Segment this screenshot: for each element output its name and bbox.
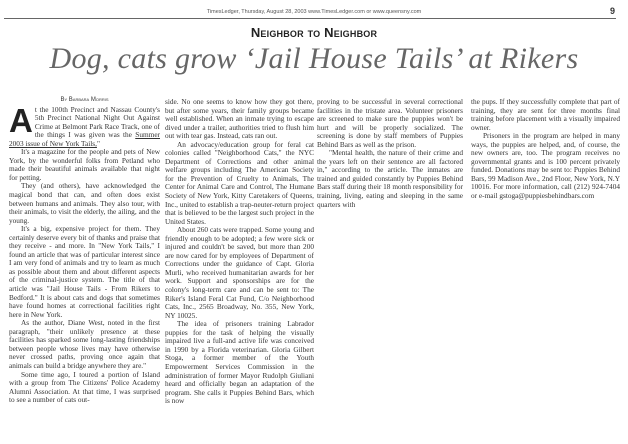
paragraph: An advocacy/education group for feral cat colonies called "Neighborhood Cats," the NYC Department of Corrections and other animal welfare groups including The American Society for the Prevention of Cruelty to Animals, The Center for Animal Care and Control, The Humane Society of New York, Kitty Caretakers of Queens, Inc., united to establish a trap-neuter-return project that is believed to be the largest such project in the United States. [165,139,314,226]
paragraph: "Mental health, the nature of their crime and the years left on their sentence are all factored in," according to the article. The inmates are trained and guided constantly by Puppies Behind Bars staff during their 18 month responsibility for training, living, eating and sleeping in the same quarters with [317,148,463,209]
paragraph: The idea of prisoners training Labrador puppies for the task of helping the visually impaired live a full-and active life was conceived in 1990 by a Florida veterinarian. Gloria Gilbert Stoga, a former member of the Youth Empowerment Services Commission in the administration of former Mayor Rudolph Giuliani heard and officially began an adaptation of the program. She calls it Puppies Behind Bars, which is now [165,319,314,406]
header-rule [4,18,616,19]
column-1 [9,96,160,405]
paragraph: the pups. If they successfully complete that part of training, they are sent for three months final training before placement with a visually impaired owner. [471,97,620,132]
lead-text: t the 100th Precinct and Nassau County's 5th Precinct National Night Out Against Crime at Belmont Park Race Track, one of the things I was given was the [34,104,160,140]
byline: By Barbara Morris [60,97,109,103]
section-kicker: Neighbor to Neighbor [250,25,378,40]
lead-paragraph [9,101,160,149]
lead-text-end: " [96,138,100,148]
paragraph: They (and others), have acknowledged the magical bond that can, and often does exist between humans and animals. They also tour, with their animals, to visit the elderly, the ailing, and the young. [9,181,160,225]
headline: Dog, cats grow ‘Jail House Tails’ at Rikers [49,42,579,75]
page-number: 9 [610,6,616,16]
paragraph: It's a big, expensive project for them. They certainly deserve every bit of thanks and praise that they receive - and more. In "New York Tails," I found an article that was of particular interest since I am very fond of animals and try to learn as much as possible about them and about different aspects of the criminal-justice system. The title of that article was "Jail House Tails - From Rikers to Bedford." It is about cats and dogs that sometimes have found homes at correctional facilities right here in New York. [9,224,160,319]
column-2 [165,98,314,406]
paragraph: Prisoners in the program are helped in many ways, the puppies are helped, and, of course, the new owners are, too. The program receives no governmental grants and is 100 percent privately funded. Donations may be sent to: Puppies Behind Bars, 99 Madison Ave., 2nd Floor, New York, N.Y 10016. For more information, call (212) 924-7404 or e-mail gstoga@puppiesbehindbars.com [471,131,620,201]
paragraph: About 260 cats were trapped. Some young and friendly enough to be adopted; a few were sick or injured and couldn't be saved, but more than 200 are now cared for by employees of Department of Corrections under the guidance of Capt. Gloria Murli, who received humanitarian awards for her work. Support and sponsorships are for the colony's long-term care and can be sent to: The Riker's Island Feral Cat Fund, C/o Neighborhood Cats, Inc., 2565 Broadway, No. 355, New York, NY 10025. [165,225,314,320]
paragraph: side. No one seems to know how they got there, but after some years, their family groups became well established. When an inmate trying to escape dived under a trailer, authorities tried to flush him out with tear gas. Instead, cats ran out. [165,97,314,141]
paragraph: Some time ago, I toured a portion of Island with a group from The Citizens' Police Academy Alumni Association. At that time, I was surprised to see a number of cats out- [9,369,160,405]
column-4 [471,98,620,201]
magazine-title: Summer 2003 issue of New York Tails, [9,130,160,148]
paragraph: As the author, Diane West, noted in the first paragraph, "their unlikely presence at these facilities has sparked some long-lasting friendships between people whose lives may have otherwise never crossed paths, proving once again that animals can build a bridge anywhere they are." [9,318,160,370]
paragraph: It's a magazine for the people and pets of New York, by the wonderful folks from Petland who made their beautiful animals available that night for petting. [9,147,160,182]
paragraph: proving to be successful in several correctional facilities in the tristate area. Volunteer prisoners are screened to make sure the puppies won't be hurt and will be properly socialized. The screening is done by staff members of Puppies Behind Bars as well as the prison. [317,97,463,149]
running-head: TimesLedger, Thursday, August 28, 2003 www.TimesLedger.com or www.queensny.com [206,9,422,15]
column-3 [317,98,463,209]
drop-cap: A [9,101,33,139]
